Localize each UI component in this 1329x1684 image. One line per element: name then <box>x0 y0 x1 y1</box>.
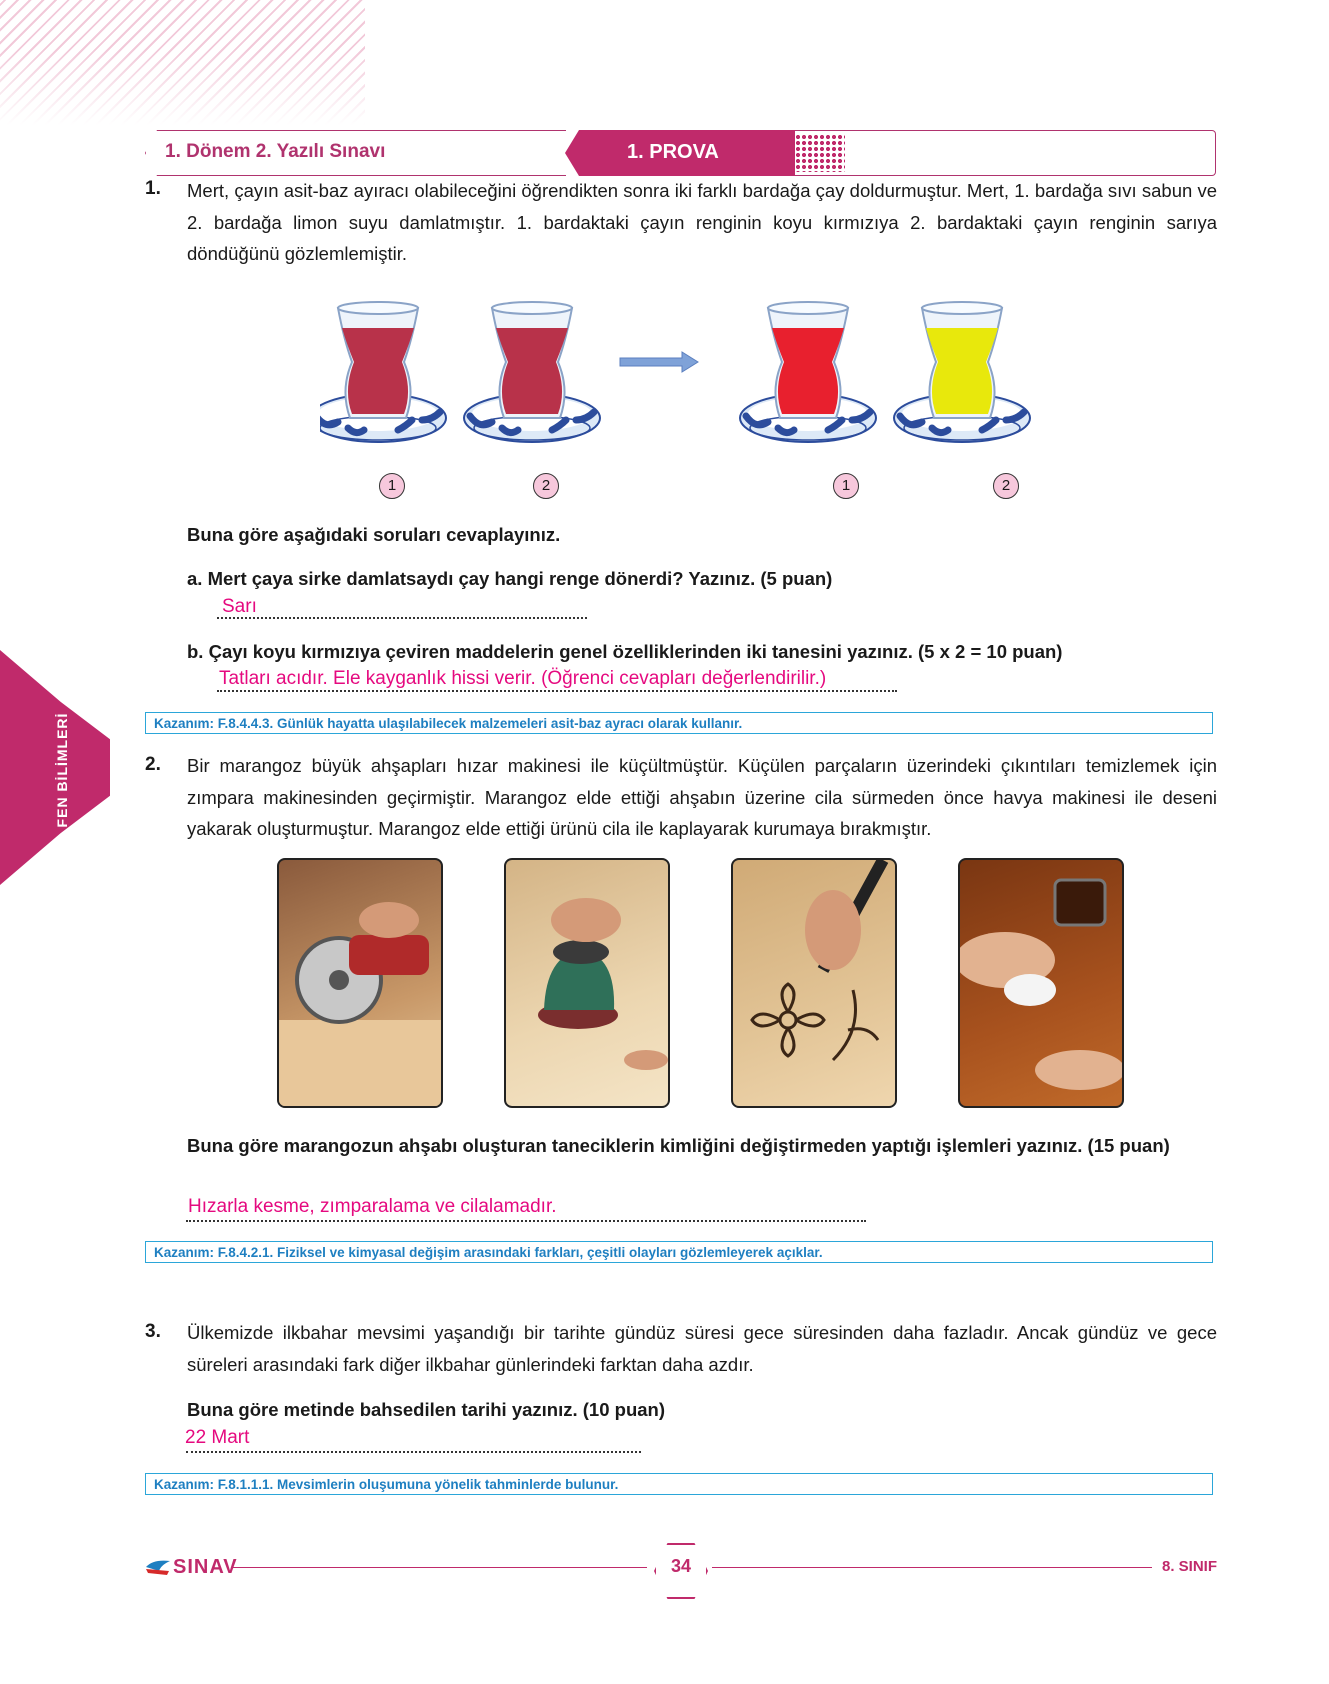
question-2-number: 2. <box>145 754 161 775</box>
answer-line-1b <box>217 690 897 692</box>
photo-orbital-sander <box>504 858 670 1108</box>
tea-glasses-illustration <box>320 300 1080 475</box>
header-dot-pattern <box>765 134 845 172</box>
bird-logo-icon <box>145 1557 171 1577</box>
answer-line-1a <box>217 617 587 619</box>
question-2-text: Bir marangoz büyük ahşapları hızar makinesi ile küçültmüştür. Küçülen parçaların üzerindeki çıkıntıları temizlemek için zımpara makinesinden geçirmiştir. Marangoz elde ettiği ahşabın üzerine cila sürmeden önce havya makinesi ile deseni yakarak oluşturmuştur. Marangoz elde ettiği ürünü cila ile kaplayarak kurumaya bırakmıştır. <box>187 755 1217 839</box>
glass-2-before <box>464 302 600 442</box>
question-1-text: Mert, çayın asit-baz ayıracı olabileceğini öğrendikten sonra iki farklı bardağa çay doldurmuştur. Mert, 1. bardağa sıvı sabun ve 2. bardağa limon suyu damlatmıştır. 1. bardaktaki çayın renginin koyu kırmızıya 2. bardaktaki çayın renginin sarıya döndüğünü gözlemlemiştir. <box>187 180 1217 264</box>
question-2-answer: Hızarla kesme, zımparalama ve cilalamadır. <box>188 1196 557 1217</box>
question-1-instruction: Buna göre aşağıdaki soruları cevaplayınız. <box>187 524 561 545</box>
glass-label-1: 1 <box>379 473 405 499</box>
page-header <box>145 130 1215 176</box>
decorative-stripes-fade <box>0 0 365 125</box>
grade-label: 8. SINIF <box>1162 1558 1218 1575</box>
question-1b: b. Çayı koyu kırmızıya çeviren maddelerin genel özelliklerinden iki tanesini yazınız. (5 x 2 = 10 puan) <box>187 641 1063 662</box>
glass-1-after <box>740 302 876 442</box>
subject-label: FEN BİLİMLERİ <box>54 712 70 828</box>
glass-2-after <box>894 302 1030 442</box>
arrow-icon <box>620 352 698 372</box>
footer-line-left <box>232 1567 647 1568</box>
photo-wood-burning-pen <box>731 858 897 1108</box>
kazanim-2: Kazanım: F.8.4.2.1. Fiziksel ve kimyasal değişim arasındaki farkları, çeşitli olayları gözlemleyerek açıklar. <box>145 1241 1213 1263</box>
question-3-prompt: Buna göre metinde bahsedilen tarihi yazınız. (10 puan) <box>187 1399 666 1420</box>
kazanim-1: Kazanım: F.8.4.4.3. Günlük hayatta ulaşılabilecek malzemeleri asit-baz ayracı olarak kullanır. <box>145 712 1213 734</box>
question-1-number: 1. <box>145 178 161 199</box>
question-2-prompt: Buna göre marangozun ahşabı oluşturan taneciklerin kimliğini değiştirmeden yaptığı işlemleri yazınız. (15 puan) <box>187 1135 1170 1156</box>
photo-varnishing <box>958 858 1124 1108</box>
brand-name: SINAV <box>173 1556 238 1578</box>
glass-label-1-after: 1 <box>833 473 859 499</box>
photo-circular-saw <box>277 858 443 1108</box>
question-3-text: Ülkemizde ilkbahar mevsimi yaşandığı bir tarihte gündüz süresi gece süresinden daha fazladır. Ancak gündüz ve gece süreleri arasındaki fark diğer ilkbahar günlerindeki farktan daha azdır. <box>187 1322 1217 1375</box>
page-number: 34 <box>670 1556 692 1576</box>
glass-label-2-after: 2 <box>993 473 1019 499</box>
exam-title: 1. Dönem 2. Yazılı Sınavı <box>165 141 386 162</box>
answer-line-3 <box>186 1451 641 1453</box>
prova-title: 1. PROVA <box>627 141 719 163</box>
glass-label-2: 2 <box>533 473 559 499</box>
answer-line-2 <box>186 1220 866 1222</box>
question-3-number: 3. <box>145 1321 161 1342</box>
kazanim-3: Kazanım: F.8.1.1.1. Mevsimlerin oluşumuna yönelik tahminlerde bulunur. <box>145 1473 1213 1495</box>
question-1b-answer: Tatları acıdır. Ele kayganlık hissi verir. (Öğrenci cevapları değerlendirilir.) <box>219 668 827 689</box>
header-right-frame <box>795 130 1216 176</box>
glass-1-before <box>320 302 446 442</box>
question-3-answer: 22 Mart <box>185 1427 250 1448</box>
footer-line-right <box>712 1567 1152 1568</box>
question-1a: a. Mert çaya sirke damlatsaydı çay hangi renge dönerdi? Yazınız. (5 puan) <box>187 568 833 589</box>
question-1a-answer: Sarı <box>222 596 257 617</box>
